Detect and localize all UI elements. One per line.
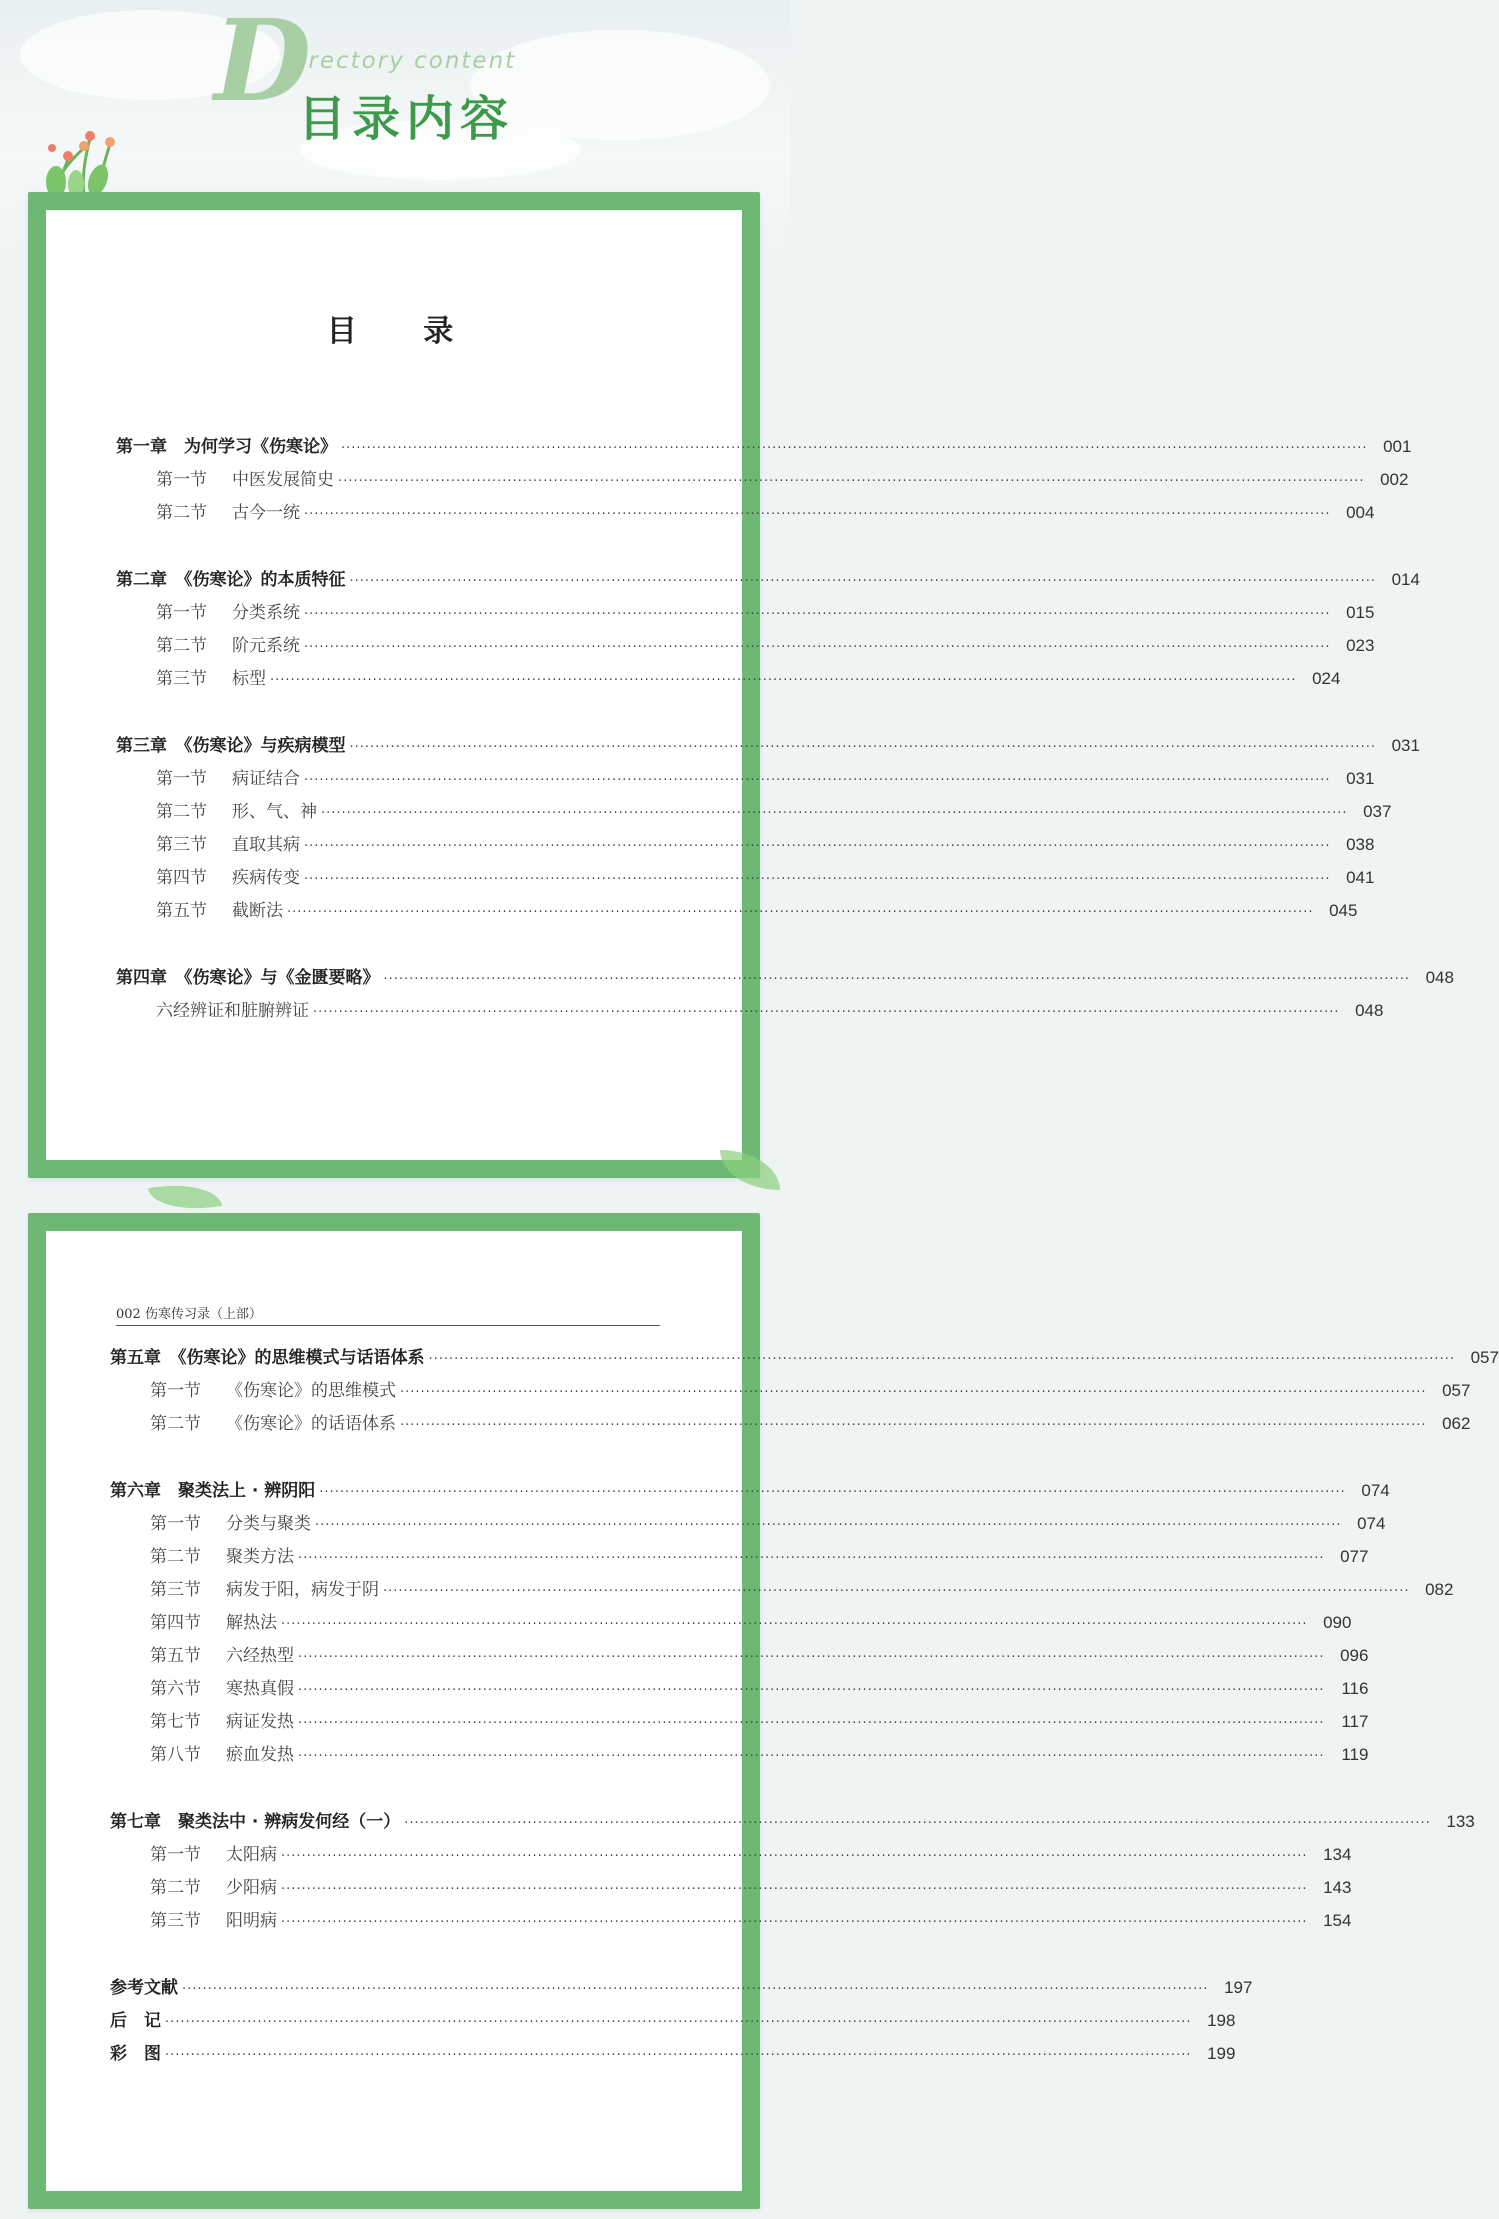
entry-text: 少阳病: [226, 1878, 277, 1898]
toc-entry-title: [156, 664, 266, 689]
page-number: 117: [1341, 1712, 1369, 1731]
page-number: 037: [1363, 802, 1392, 821]
toc-entry-title: [156, 764, 300, 789]
page-number: 133: [1446, 1812, 1475, 1831]
page-number: 038: [1346, 835, 1375, 854]
page-number: 001: [1383, 437, 1412, 456]
page-number: 082: [1425, 1580, 1454, 1599]
toc-section-row: [116, 996, 1384, 1026]
toc-entry-title: [110, 2006, 161, 2031]
entry-text: 寒热真假: [226, 1679, 294, 1699]
toc-section-row: [110, 1674, 1369, 1704]
leader-dots: ········································································································································································································: [383, 1584, 1410, 1599]
page-number: 143: [1323, 1878, 1352, 1897]
leader-dots: ········································································································································································································: [319, 1485, 1346, 1500]
section-number: 第三节: [150, 1580, 201, 1600]
toc-entry-title: [150, 1707, 294, 1732]
page-number: 062: [1442, 1414, 1471, 1433]
entry-text: 瘀血发热: [226, 1745, 294, 1765]
toc-section-row: [110, 1509, 1386, 1539]
toc-section-row: [116, 465, 1409, 495]
toc-entry-title: [110, 1973, 178, 1998]
leader-dots: ········································································································································································································: [304, 640, 1331, 655]
toc-entry-title: [150, 1674, 294, 1699]
leader-dots: ········································································································································································································: [182, 1982, 1209, 1997]
section-number: 第一节: [156, 470, 207, 490]
toc-entry-title: [156, 465, 334, 490]
toc-entry-title: [150, 1509, 311, 1534]
toc-section-row: [116, 896, 1358, 926]
entry-text: 第二章 《伤寒论》的本质特征: [116, 570, 346, 590]
section-number: 第六节: [150, 1679, 201, 1699]
leader-dots: ········································································································································································································: [428, 1352, 1455, 1367]
page-number: 134: [1323, 1845, 1352, 1864]
toc-list: [116, 432, 1454, 1160]
page-number: 057: [1470, 1348, 1499, 1367]
toc-section-row: [116, 598, 1375, 628]
toc-page-1: [28, 192, 1454, 1178]
page-number: 002: [1380, 470, 1409, 489]
page-number: 004: [1346, 503, 1375, 522]
entry-text: 第一章 为何学习《伤寒论》: [116, 437, 337, 457]
page-sheet: [46, 1231, 1499, 2191]
toc-section-row: [116, 764, 1375, 794]
page-number: 199: [1207, 2044, 1236, 2063]
toc-entry-title: [150, 1641, 294, 1666]
toc-entry-title: [110, 1476, 315, 1501]
toc-title: 目 录: [326, 314, 482, 349]
entry-text: 阳明病: [226, 1911, 277, 1931]
flower-icon: [38, 108, 128, 198]
page-sheet: [46, 210, 1454, 1160]
leader-dots: ········································································································································································································: [298, 1749, 1325, 1764]
page-number: 031: [1346, 769, 1375, 788]
leader-dots: ········································································································································································································: [349, 574, 1376, 589]
toc-chapter-row: [110, 1343, 1499, 1373]
page-number: 116: [1341, 1679, 1369, 1698]
entry-text: 《伤寒论》的话语体系: [226, 1414, 396, 1434]
entry-text: 第五章 《伤寒论》的思维模式与话语体系: [110, 1348, 425, 1368]
toc-section-row: [110, 1376, 1471, 1406]
leader-dots: ········································································································································································································: [281, 1849, 1308, 1864]
section-number: 第一节: [150, 1514, 201, 1534]
page-number: 048: [1355, 1001, 1384, 1020]
leader-dots: ········································································································································································································: [298, 1716, 1325, 1731]
leader-dots: ········································································································································································································: [315, 1518, 1342, 1533]
entry-text: 解热法: [226, 1613, 277, 1633]
leader-dots: ········································································································································································································: [165, 2048, 1192, 2063]
entry-text: 分类系统: [232, 603, 300, 623]
toc-chapter-row: [110, 1807, 1475, 1837]
toc-entry-title: [150, 1906, 277, 1931]
toc-entry-title: [150, 1740, 294, 1765]
page-number: 031: [1391, 736, 1420, 755]
toc-chapter-row: [110, 2006, 1236, 2036]
entry-text: 聚类方法: [226, 1547, 294, 1567]
leader-dots: ········································································································································································································: [338, 474, 1365, 489]
toc-entry-title: [150, 1376, 396, 1401]
leader-dots: ········································································································································································································: [400, 1418, 1427, 1433]
leader-dots: ········································································································································································································: [298, 1551, 1325, 1566]
leader-dots: ········································································································································································································: [321, 806, 1348, 821]
section-number: 第二节: [150, 1414, 201, 1434]
toc-entry-title: [116, 963, 380, 988]
toc-chapter-row: [116, 963, 1454, 993]
toc-section-row: [110, 1840, 1352, 1870]
toc-entry-title: [116, 731, 346, 756]
leader-dots: ········································································································································································································: [341, 441, 1368, 456]
page-number: 045: [1329, 901, 1358, 920]
leader-dots: ········································································································································································································: [270, 673, 1297, 688]
header-english: irectory content: [300, 48, 517, 74]
leader-dots: ········································································································································································································: [298, 1650, 1325, 1665]
entry-text: 第三章 《伤寒论》与疾病模型: [116, 736, 346, 756]
section-number: 第四节: [156, 868, 207, 888]
section-number: 第八节: [150, 1745, 201, 1765]
leader-dots: ········································································································································································································: [400, 1385, 1427, 1400]
toc-chapter-row: [110, 1476, 1390, 1506]
leader-dots: ········································································································································································································: [304, 507, 1331, 522]
toc-entry-title: [156, 631, 300, 656]
toc-section-row: [110, 1575, 1454, 1605]
toc-entry-title: [116, 432, 337, 457]
entry-text: 分类与聚类: [226, 1514, 311, 1534]
toc-entry-title: [156, 863, 300, 888]
header: [0, 0, 790, 190]
entry-text: 太阳病: [226, 1845, 277, 1865]
toc-page-2: [28, 1213, 1499, 2209]
page-number: 023: [1346, 636, 1375, 655]
toc-entry-title: [156, 598, 300, 623]
entry-text: 阶元系统: [232, 636, 300, 656]
entry-text: 形、气、神: [232, 802, 317, 822]
toc-list: [110, 1343, 1499, 2191]
entry-text: 直取其病: [232, 835, 300, 855]
running-head: 002 伤寒传习录（上部）: [116, 1303, 660, 1326]
toc-entry-title: [150, 1873, 277, 1898]
toc-entry-title: [150, 1409, 396, 1434]
toc-section-row: [110, 1542, 1369, 1572]
page-number: 074: [1361, 1481, 1390, 1500]
section-number: 第一节: [150, 1845, 201, 1865]
toc-entry-title: [150, 1840, 277, 1865]
toc-section-row: [110, 1608, 1352, 1638]
section-number: 第五节: [156, 901, 207, 921]
section-number: 第四节: [150, 1613, 201, 1633]
section-number: 第三节: [150, 1911, 201, 1931]
toc-section-row: [116, 863, 1375, 893]
toc-entry-title: [150, 1575, 379, 1600]
leader-dots: ········································································································································································································: [383, 972, 1410, 987]
entry-text: 标型: [232, 669, 266, 689]
page-number: 090: [1323, 1613, 1352, 1632]
leader-dots: ········································································································································································································: [165, 2015, 1192, 2030]
toc-chapter-row: [116, 565, 1420, 595]
entry-text: 六经热型: [226, 1646, 294, 1666]
leader-dots: ········································································································································································································: [287, 905, 1314, 920]
leader-dots: ········································································································································································································: [281, 1617, 1308, 1632]
toc-section-row: [110, 1409, 1471, 1439]
leader-dots: ········································································································································································································: [404, 1816, 1431, 1831]
leader-dots: ········································································································································································································: [304, 607, 1331, 622]
page-number: 119: [1341, 1745, 1369, 1764]
section-number: 第二节: [150, 1547, 201, 1567]
toc-entry-title: [110, 1343, 425, 1368]
header-title: 目录内容: [298, 91, 515, 147]
entry-text: 第四章 《伤寒论》与《金匮要略》: [116, 968, 380, 988]
leader-dots: ········································································································································································································: [313, 1005, 1340, 1020]
toc-section-row: [110, 1906, 1352, 1936]
toc-entry-title: [156, 498, 300, 523]
page-number: 074: [1357, 1514, 1386, 1533]
entry-text: 第七章 聚类法中 · 辨病发何经（一）: [110, 1812, 401, 1832]
toc-section-row: [110, 1740, 1369, 1770]
toc-chapter-row: [110, 2039, 1236, 2069]
toc-section-row: [116, 664, 1341, 694]
entry-text: 疾病传变: [232, 868, 300, 888]
toc-entry-title: [156, 996, 309, 1021]
entry-text: 古今一统: [232, 503, 300, 523]
section-number: 第一节: [156, 769, 207, 789]
section-number: 第五节: [150, 1646, 201, 1666]
leader-dots: ········································································································································································································: [304, 773, 1331, 788]
entry-text: 彩 图: [110, 2044, 161, 2064]
entry-text: 第六章 聚类法上 · 辨阴阳: [110, 1481, 316, 1501]
entry-text: 六经辨证和脏腑辨证: [156, 1001, 309, 1021]
section-number: 第二节: [156, 636, 207, 656]
entry-text: 中医发展简史: [232, 470, 334, 490]
toc-entry-title: [150, 1542, 294, 1567]
toc-entry-title: [110, 1807, 400, 1832]
entry-text: 后 记: [110, 2011, 161, 2031]
toc-chapter-row: [116, 432, 1412, 462]
page-number: 015: [1346, 603, 1375, 622]
entry-text: 病证结合: [232, 769, 300, 789]
toc-section-row: [110, 1873, 1352, 1903]
page-number: 014: [1391, 570, 1420, 589]
page-number: 077: [1340, 1547, 1369, 1566]
entry-text: 参考文献: [110, 1978, 178, 1998]
entry-text: 病证发热: [226, 1712, 294, 1732]
section-number: 第一节: [156, 603, 207, 623]
page-number: 048: [1425, 968, 1454, 987]
section-number: 第二节: [156, 802, 207, 822]
toc-chapter-row: [116, 731, 1420, 761]
toc-section-row: [116, 498, 1375, 528]
entry-text: 病发于阳，病发于阴: [226, 1580, 379, 1600]
toc-section-row: [110, 1641, 1369, 1671]
toc-section-row: [116, 631, 1375, 661]
section-number: 第二节: [150, 1878, 201, 1898]
toc-entry-title: [110, 2039, 161, 2064]
leaf-decoration: [720, 1150, 780, 1190]
toc-entry-title: [156, 797, 317, 822]
page-number: 041: [1346, 868, 1375, 887]
toc-chapter-row: [110, 1973, 1253, 2003]
leader-dots: ········································································································································································································: [298, 1683, 1325, 1698]
page-number: 154: [1323, 1911, 1352, 1930]
toc-section-row: [116, 797, 1392, 827]
toc-entry-title: [156, 896, 283, 921]
leader-dots: ········································································································································································································: [349, 740, 1376, 755]
section-number: 第二节: [156, 503, 207, 523]
header-letter: D: [214, 0, 312, 127]
toc-entry-title: [150, 1608, 277, 1633]
section-number: 第七节: [150, 1712, 201, 1732]
entry-text: 《伤寒论》的思维模式: [226, 1381, 396, 1401]
leader-dots: ········································································································································································································: [281, 1882, 1308, 1897]
page-number: 057: [1442, 1381, 1471, 1400]
entry-text: 截断法: [232, 901, 283, 921]
toc-entry-title: [116, 565, 346, 590]
page-number: 024: [1312, 669, 1341, 688]
leaf-decoration: [148, 1176, 222, 1218]
toc-section-row: [110, 1707, 1369, 1737]
page-number: 096: [1340, 1646, 1369, 1665]
section-number: 第三节: [156, 669, 207, 689]
page-number: 197: [1224, 1978, 1253, 1997]
toc-entry-title: [156, 830, 300, 855]
leader-dots: ········································································································································································································: [304, 872, 1331, 887]
page-number: 198: [1207, 2011, 1236, 2030]
section-number: 第一节: [150, 1381, 201, 1401]
leader-dots: ········································································································································································································: [304, 839, 1331, 854]
section-number: 第三节: [156, 835, 207, 855]
toc-section-row: [116, 830, 1375, 860]
leader-dots: ········································································································································································································: [281, 1915, 1308, 1930]
